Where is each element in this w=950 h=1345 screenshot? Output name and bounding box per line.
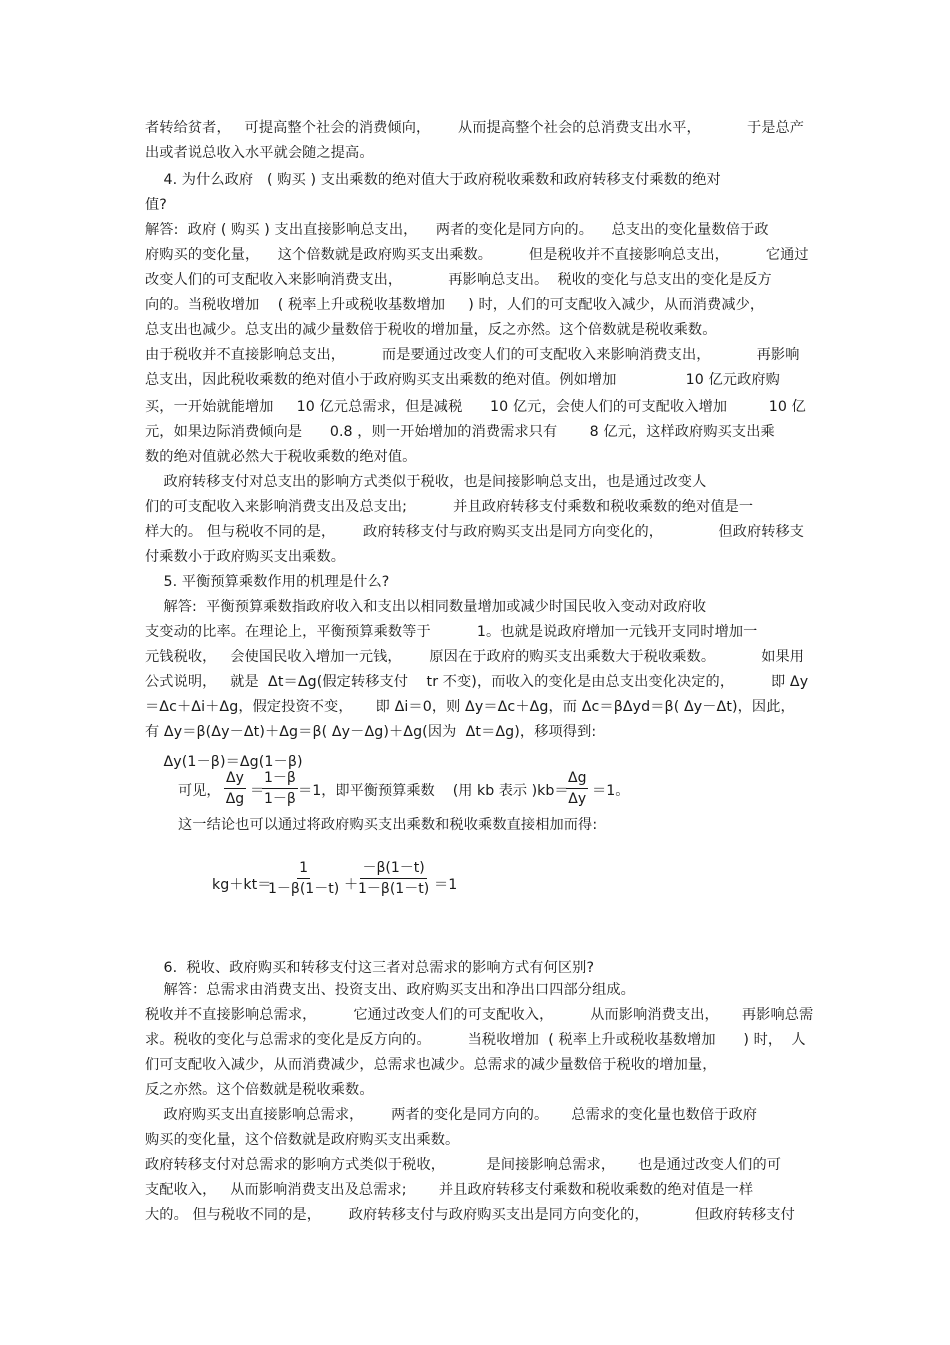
- text-line: 出或者说总收入水平就会随之提高。: [145, 145, 374, 161]
- text-line: 5. 平衡预算乘数作用的机理是什么?: [145, 574, 390, 590]
- multiplier-sum-equation: [212, 860, 492, 910]
- frac-num: Δy: [224, 770, 246, 789]
- text-line: 政府转移支付对总支出的影响方式类似于税收，也是间接影响总支出，也是通过改变人: [145, 474, 707, 490]
- text-line: 元，如果边际消费倾向是 0.8 ，则一开始增加的消费需求只有 8 亿元，这样政府购买支出乘: [145, 424, 775, 440]
- text-line: 向的。当税收增加 ( 税率上升或税收基数增加 ) 时，人们的可支配收入减少，从而消费减少，: [145, 297, 765, 313]
- fraction-dg-dy: [566, 770, 588, 807]
- text-line: 数的绝对值就必然大于税收乘数的绝对值。: [145, 449, 417, 465]
- text-line: 样大的。 但与税收不同的是， 政府转移支付与政府购买支出是同方向变化的， 但政府转移支: [145, 524, 805, 540]
- text-line: 元钱税收， 会使国民收入增加一元钱， 原因在于政府的购买支出乘数大于税收乘数。 如果用: [145, 649, 805, 665]
- frac-den: Δy: [568, 791, 587, 807]
- eq-lhs: kg＋kt＝: [212, 877, 272, 893]
- text-line: 反之亦然。这个倍数就是税收乘数。: [145, 1082, 374, 1098]
- eq-tail: ＝1。: [592, 783, 630, 799]
- frac-num: 1－β: [262, 770, 298, 789]
- text-line: 6. 税收、政府购买和转移支付这三者对总需求的影响方式有何区别?: [145, 960, 595, 976]
- eq-plus: ＋: [344, 877, 359, 893]
- frac-den: 1－β: [264, 791, 296, 807]
- frac-num: Δg: [566, 770, 588, 789]
- text-line: 政府转移支付对总需求的影响方式类似于税收， 是间接影响总需求， 也是通过改变人们的可: [145, 1157, 782, 1173]
- text-line: Δy(1－β)＝Δg(1－β): [145, 754, 303, 770]
- text-line: 解答: 平衡预算乘数指政府收入和支出以相同数量增加或减少时国民收入变动对政府收: [145, 599, 707, 615]
- text-line: 解答：总需求由消费支出、投资支出、政府购买支出和净出口四部分组成。: [145, 982, 635, 998]
- fraction-1-beta: [262, 770, 298, 807]
- balanced-budget-equation: [178, 770, 658, 818]
- eq-rhs: ＝1: [434, 877, 458, 893]
- text-line: 公式说明， 就是 Δt＝Δg(假定转移支付 tr 不变)，而收入的变化是由总支出变化决定的， 即 Δy: [145, 674, 809, 690]
- frac-den: 1－β(1－t): [358, 881, 430, 897]
- text-line: 买，一开始就能增加 10 亿元总需求，但是减税 10 亿元，会使人们的可支配收入增加 10 亿: [145, 399, 806, 415]
- text-line: 有 Δy＝β(Δy－Δt)＋Δg＝β( Δy－Δg)＋Δg(因为 Δt＝Δg)，移项得到:: [145, 724, 597, 740]
- frac-num: 1: [297, 860, 310, 879]
- frac-den: 1－β(1－t): [268, 881, 340, 897]
- fraction-government-multiplier: [268, 860, 339, 897]
- fraction-tax-multiplier: [358, 860, 429, 897]
- frac-den: Δg: [225, 791, 245, 807]
- text-line: 大的。 但与税收不同的是， 政府转移支付与政府购买支出是同方向变化的， 但政府转移支付: [145, 1207, 795, 1223]
- eq-middle-text: ＝1，即平衡预算乘数 (用 kb 表示 )kb＝: [298, 783, 569, 799]
- fraction-dy-dg: [224, 770, 246, 807]
- text-line: 税收并不直接影响总需求， 它通过改变人们的可支配收入， 从而影响消费支出， 再影响总需: [145, 1007, 814, 1023]
- eq-sign: ＝: [250, 783, 265, 799]
- text-line: 求。税收的变化与总需求的变化是反方向的。 当税收增加 ( 税率上升或税收基数增加 ) 时， 人: [145, 1032, 806, 1048]
- conclusion-line: 这一结论也可以通过将政府购买支出乘数和税收乘数直接相加而得:: [178, 817, 598, 833]
- text-line: 们可支配收入减少，从而消费减少，总需求也减少。总需求的减少量数倍于税收的增加量，: [145, 1057, 717, 1073]
- text-line: 付乘数小于政府购买支出乘数。: [145, 549, 346, 565]
- eq-prefix: 可见，: [178, 783, 221, 799]
- text-line: 解答: 政府 ( 购买 ) 支出直接影响总支出， 两者的变化是同方向的。 总支出的变化量数倍于政: [145, 222, 769, 238]
- text-line: 者转给贫者， 可提高整个社会的消费倾向， 从而提高整个社会的总消费支出水平， 于是总产: [145, 120, 805, 136]
- text-line: 4. 为什么政府 ( 购买 ) 支出乘数的绝对值大于政府税收乘数和政府转移支付乘数的绝对: [145, 172, 721, 188]
- text-line: 支配收入， 从而影响消费支出及总需求; 并且政府转移支付乘数和税收乘数的绝对值是一样: [145, 1182, 754, 1198]
- text-line: 总支出也减少。总支出的减少量数倍于税收的增加量，反之亦然。这个倍数就是税收乘数。: [145, 322, 717, 338]
- text-line: 们的可支配收入来影响消费支出及总支出; 并且政府转移支付乘数和税收乘数的绝对值是一: [145, 499, 754, 515]
- text-line: 改变人们的可支配收入来影响消费支出， 再影响总支出。 税收的变化与总支出的变化是反方: [145, 272, 772, 288]
- text-line: 支变动的比率。在理论上，平衡预算乘数等于 1。也就是说政府增加一元钱开支同时增加一: [145, 624, 758, 640]
- text-line: 政府购买支出直接影响总需求， 两者的变化是同方向的。 总需求的变化量也数倍于政府: [145, 1107, 758, 1123]
- text-line: 总支出，因此税收乘数的绝对值小于政府购买支出乘数的绝对值。例如增加 10 亿元政府购: [145, 372, 780, 388]
- text-line: 府购买的变化量， 这个倍数就是政府购买支出乘数。 但是税收并不直接影响总支出， 它通过: [145, 247, 809, 263]
- frac-num: －β(1－t): [360, 860, 426, 879]
- text-line: 由于税收并不直接影响总支出， 而是要通过改变人们的可支配收入来影响消费支出， 再影响: [145, 347, 800, 363]
- text-line: ＝Δc＋Δi＋Δg，假定投资不变， 即 Δi＝0，则 Δy＝Δc＋Δg，而 Δc＝βΔyd＝β( Δy－Δt)，因此，: [145, 699, 795, 715]
- text-line: 值?: [145, 197, 167, 213]
- text-line: 购买的变化量，这个倍数就是政府购买支出乘数。: [145, 1132, 460, 1148]
